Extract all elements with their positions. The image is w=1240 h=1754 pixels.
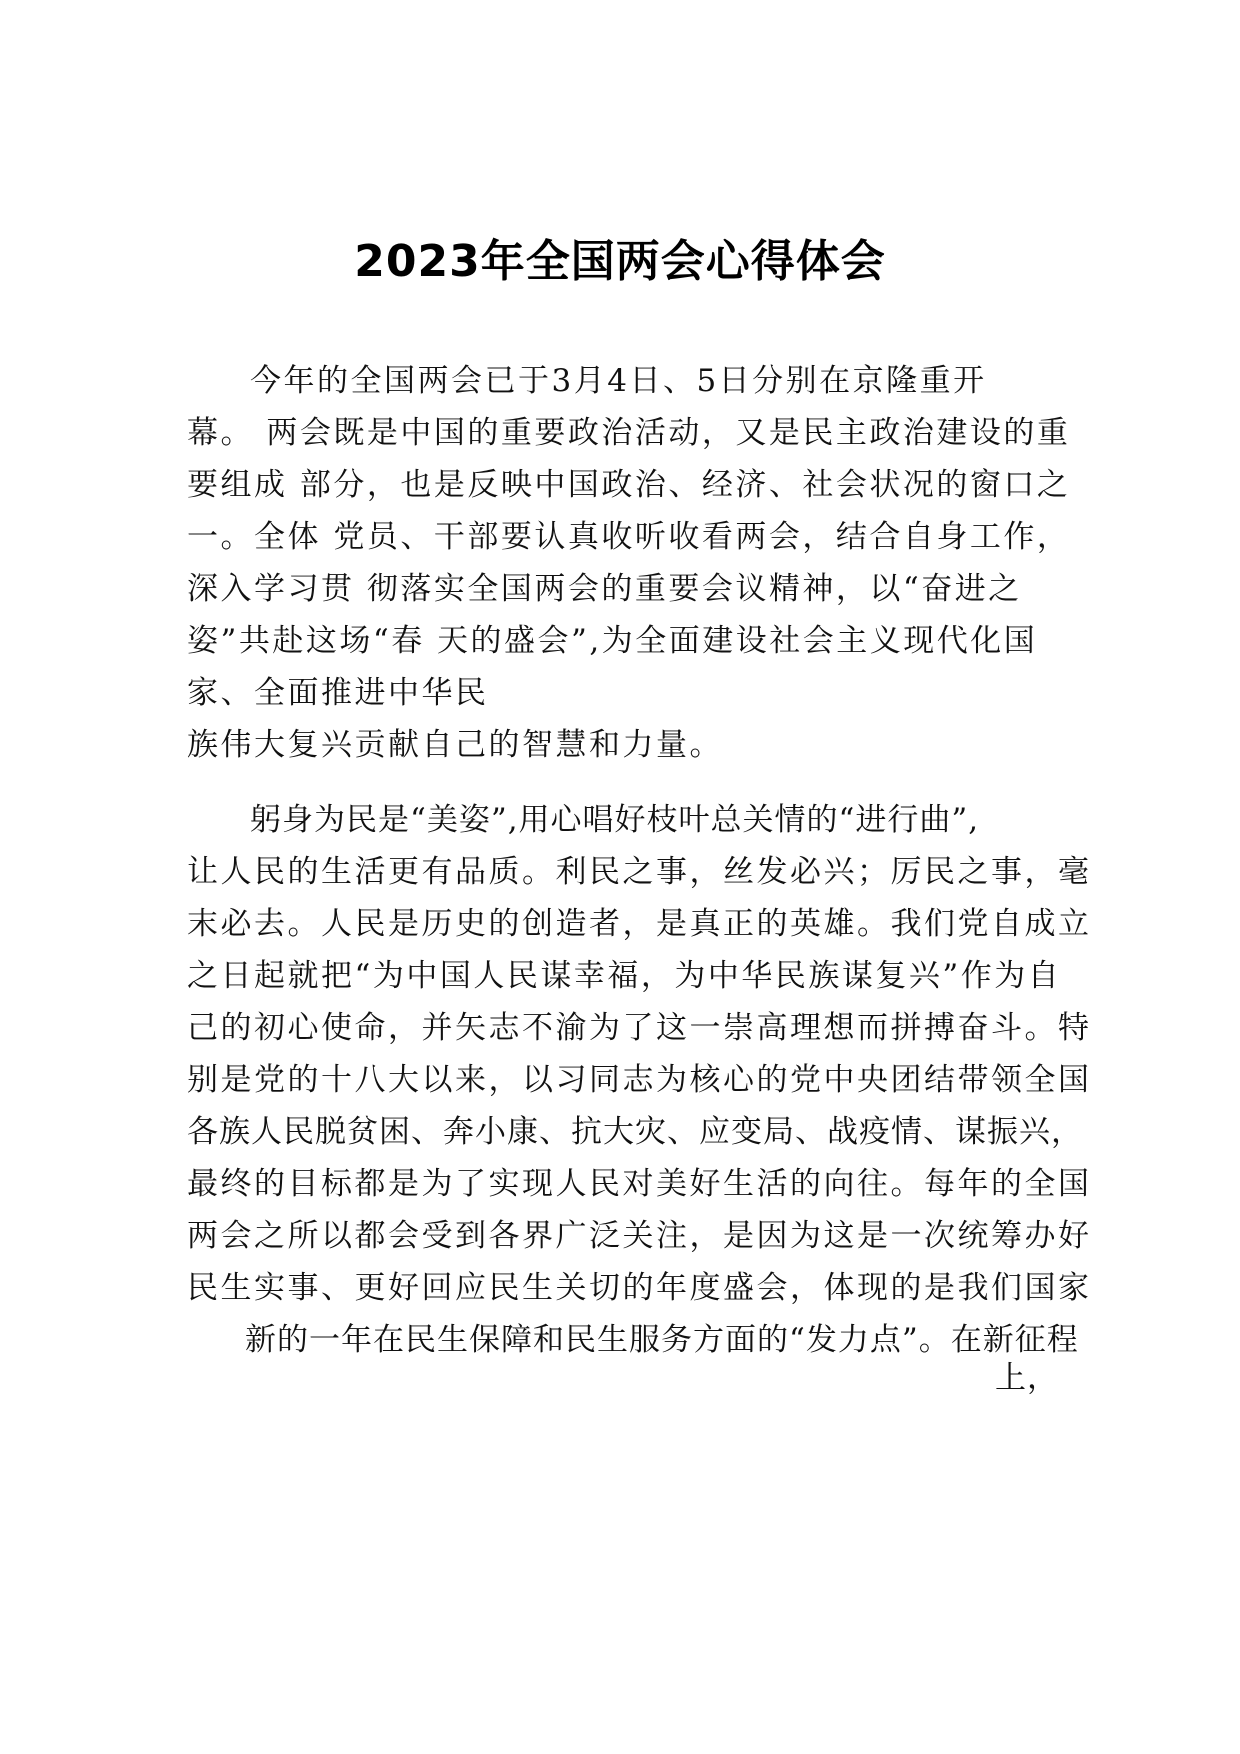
paragraph-1-line-5: 深入学习贯 彻落实全国两会的重要会议精神，以“奋进之 [187, 571, 1022, 607]
paragraph-2-line-8: 最终的目标都是为了实现人民对美好生活的向往。每年的全国 [187, 1166, 1092, 1202]
paragraph-2-line-2: 让人民的生活更有品质。利民之事，丝发必兴；厉民之事，毫 [187, 854, 1092, 890]
paragraph-2-line-11: 新的一年在民生保障和民生服务方面的“发力点”。在新征程 [245, 1322, 1079, 1358]
document-title: 2023年全国两会心得体会 [354, 236, 886, 287]
paragraph-1-line-7: 家、全面推进中华民 [187, 675, 489, 711]
paragraph-2-line-3: 末必去。人民是历史的创造者，是真正的英雄。我们党自成立 [187, 906, 1092, 942]
paragraph-2-line-10: 民生实事、更好回应民生关切的年度盛会，体现的是我们国家 [187, 1270, 1092, 1306]
paragraph-2-line-6: 别是党的十八大以来，以习同志为核心的党中央团结带领全国 [187, 1062, 1092, 1098]
paragraph-2-line-5: 己的初心使命，并矢志不渝为了这一崇高理想而拼搏奋斗。特 [187, 1010, 1092, 1046]
paragraph-1-line-1: 今年的全国两会已于3月4日、5日分别在京隆重开 [250, 363, 987, 399]
paragraph-2-line-9: 两会之所以都会受到各界广泛关注，是因为这是一次统筹办好 [187, 1218, 1092, 1254]
paragraph-1-line-3: 要组成 部分，也是反映中国政治、经济、社会状况的窗口之 [187, 467, 1071, 503]
paragraph-1-line-8: 族伟大复兴贡献自己的智慧和力量。 [187, 727, 723, 763]
paragraph-1-line-4: 一。全体 党员、干部要认真收听收看两会，结合自身工作， [187, 519, 1071, 555]
paragraph-2-line-4: 之日起就把“为中国人民谋幸福，为中华民族谋复兴”作为自 [187, 958, 1062, 994]
paragraph-1-line-6: 姿”共赴这场“春 天的盛会”,为全面建设社会主义现代化国 [187, 623, 1038, 659]
paragraph-2-line-1: 躬身为民是“美姿”,用心唱好枝叶总关情的“进行曲”, [250, 802, 980, 838]
paragraph-2-line-12: 上， [995, 1360, 1059, 1396]
paragraph-1-line-2: 幕。 两会既是中国的重要政治活动，又是民主政治建设的重 [187, 415, 1071, 451]
paragraph-2-line-7: 各族人民脱贫困、奔小康、抗大灾、应变局、战疫情、谋振兴， [187, 1114, 1083, 1150]
